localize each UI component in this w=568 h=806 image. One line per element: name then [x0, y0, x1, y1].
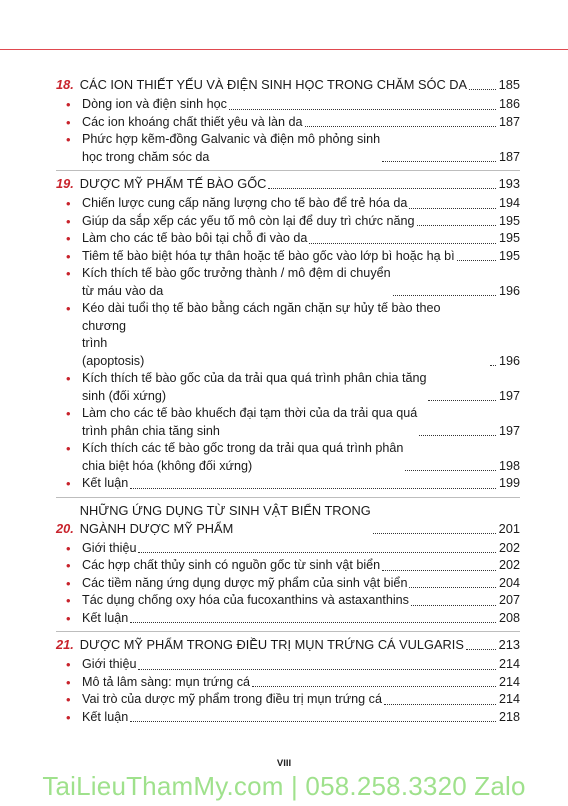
toc-entry-line: Giúp da sắp xếp các yếu tố mô còn lại để duy trì chức năng: [82, 213, 415, 228]
toc-entry[interactable]: [56, 96, 520, 114]
toc-entry-line: Giới thiệu: [82, 540, 137, 555]
toc-entry[interactable]: [56, 575, 520, 593]
bullet-icon: •: [66, 371, 71, 386]
bullet-icon: •: [66, 540, 71, 556]
toc-entry-body: [82, 96, 520, 114]
toc-page-number: 195: [498, 248, 520, 263]
bullet-icon: •: [66, 213, 71, 229]
toc-entry-body: [82, 440, 520, 475]
bullet-icon: •: [66, 301, 71, 316]
toc-entry[interactable]: [56, 213, 520, 231]
toc-entry[interactable]: [56, 114, 520, 132]
chapter-number: 20.: [56, 520, 74, 536]
toc-entry-title: [82, 691, 382, 709]
chapter-entry: [80, 636, 520, 654]
toc-entry[interactable]: [56, 300, 520, 370]
toc-entry-body: [82, 131, 520, 166]
dot-leader: [466, 649, 496, 650]
dot-leader: [405, 470, 496, 471]
toc-entry-body: [82, 592, 520, 610]
toc-entry[interactable]: [56, 610, 520, 628]
toc-entry-title: [82, 540, 136, 558]
toc-entry-title: [82, 131, 380, 166]
toc-entry[interactable]: [56, 557, 520, 575]
dot-leader: [419, 435, 496, 436]
dot-leader: [130, 622, 496, 623]
bullet-icon: •: [66, 692, 71, 707]
toc-entry[interactable]: [56, 370, 520, 405]
toc-entry-line: Tác dụng chống oxy hóa của fucoxanthins và astaxanthins: [82, 593, 409, 607]
header-rule: [0, 49, 568, 50]
toc-entry[interactable]: [56, 475, 520, 493]
toc-entry-title: [82, 709, 128, 727]
toc-entry[interactable]: [56, 540, 520, 558]
toc-entry-title: [82, 300, 488, 370]
toc-entry[interactable]: [56, 440, 520, 475]
toc-entry-body: [82, 656, 520, 674]
dot-leader: [428, 400, 496, 401]
toc-entry-line: Dòng ion và điện sinh học: [82, 97, 227, 111]
watermark-text: TaiLieuThamMy.com | 058.258.3320 Zalo: [42, 771, 526, 801]
bullet-icon: •: [66, 709, 71, 725]
toc-entry-title: [82, 230, 307, 248]
chapter-heading[interactable]: [56, 636, 520, 654]
dot-leader: [130, 488, 496, 489]
toc-entry-body: [82, 691, 520, 709]
chapter-heading[interactable]: [56, 175, 520, 193]
dot-leader: [409, 208, 496, 209]
toc-entry-line: Kích thích tế bào gốc trưởng thành / mô đệm di chuyển: [82, 266, 391, 280]
bullet-icon: •: [66, 575, 71, 591]
bullet-icon: •: [66, 674, 71, 690]
toc-entry[interactable]: [56, 691, 520, 709]
dot-leader: [229, 109, 496, 110]
chapter-page-number: 193: [498, 176, 520, 191]
chapter-number: 19.: [56, 176, 74, 191]
dot-leader: [393, 295, 496, 296]
chapter-number: 21.: [56, 637, 74, 652]
chapter-entry: [80, 502, 520, 538]
toc-page-number: 202: [498, 558, 520, 572]
toc-entry-line: Làm cho các tế bào bôi tại chỗ đi vào da: [82, 231, 308, 245]
chapter-title: CÁC ION THIẾT YẾU VÀ ĐIỆN SINH HỌC TRONG CHĂM SÓC DA: [79, 77, 468, 92]
toc-entry-body: [82, 575, 520, 593]
chapter-page-number: 213: [498, 637, 520, 652]
toc-entry-title: [82, 114, 303, 132]
toc-entry[interactable]: [56, 709, 520, 727]
toc-entry-title: [82, 610, 128, 628]
toc-entry-body: [82, 674, 520, 692]
chapter-section: [56, 497, 520, 628]
bullet-icon: •: [66, 132, 71, 147]
chapter-title-line: NGÀNH DƯỢC MỸ PHẨM: [79, 520, 234, 536]
toc-entry-body: [82, 114, 520, 132]
toc-entry-line: Kéo dài tuổi thọ tế bào bằng cách ngăn chặn sự hủy tế bào theo chương: [82, 301, 441, 333]
bullet-icon: •: [66, 248, 71, 264]
toc-entry-body: [82, 405, 520, 440]
dot-leader: [382, 161, 496, 162]
toc-entry-line: Kết luận: [82, 610, 129, 625]
bullet-icon: •: [66, 266, 71, 281]
toc-entry[interactable]: [56, 230, 520, 248]
toc-entry-line: Vai trò của dược mỹ phẩm trong điều trị mụn trứng cá: [82, 692, 382, 706]
toc-entry-line: Kích thích các tế bào gốc trong da trải qua quá trình phân: [82, 441, 404, 455]
chapter-title-line: NHỮNG ỨNG DỤNG TỪ SINH VẬT BIỂN TRONG: [79, 502, 371, 518]
toc-page-number: 187: [498, 149, 520, 164]
chapter-title: DƯỢC MỸ PHẨM TRONG ĐIỀU TRỊ MỤN TRỨNG CÁ VULGARIS: [79, 637, 464, 652]
toc-page-number: 198: [498, 458, 520, 473]
chapter-title: DƯỢC MỸ PHẨM TẾ BÀO GỐC: [79, 176, 267, 191]
chapter-page-number: 185: [498, 77, 520, 92]
toc-entry-title: [82, 475, 128, 493]
toc-page-number: 199: [498, 476, 520, 490]
toc-entry-line: Các ion khoáng chất thiết yêu và làn da: [82, 114, 303, 129]
toc-entry-line: Mô tả lâm sàng: mụn trứng cá: [82, 674, 251, 689]
toc-entry-title: [82, 370, 426, 405]
toc-page-number: 196: [498, 283, 520, 298]
toc-entry-body: [82, 540, 520, 558]
dot-leader: [130, 721, 496, 722]
dot-leader: [490, 365, 496, 366]
toc-entry-line: Phức hợp kẽm-đồng Galvanic và điện mô phỏng sinh: [82, 132, 381, 146]
toc-entry-body: [82, 195, 520, 213]
toc-entry-title: [82, 96, 227, 114]
chapter-number: 18.: [56, 77, 74, 92]
toc-entry-line: Tiêm tế bào biệt hóa tự thân hoặc tế bào gốc vào lớp bì hoặc hạ bì: [82, 248, 455, 263]
toc-entry-line: Giới thiệu: [82, 657, 137, 671]
toc-entry-line: Kết luận: [82, 709, 129, 724]
toc-entry-body: [82, 610, 520, 628]
dot-leader: [305, 126, 496, 127]
toc-entry-body: [82, 709, 520, 727]
table-of-contents: [56, 76, 520, 726]
toc-entry[interactable]: [56, 195, 520, 213]
toc-page-number: 197: [498, 423, 520, 438]
toc-page-number: 196: [498, 353, 520, 368]
bullet-icon: •: [66, 558, 71, 573]
toc-entry-title: [82, 405, 417, 440]
toc-page-number: 218: [498, 709, 520, 724]
page-numeral: VIII: [276, 758, 292, 769]
toc-entry-line: Các tiềm năng ứng dụng dược mỹ phẩm của sinh vật biển: [82, 575, 408, 590]
bullet-icon: •: [66, 657, 71, 672]
bullet-icon: •: [66, 593, 71, 608]
dot-leader: [309, 243, 496, 244]
toc-entry-body: [82, 213, 520, 231]
toc-entry-line: chia biệt hóa (không đối xứng): [82, 458, 253, 473]
toc-entry-line: (apoptosis): [82, 353, 145, 368]
dot-leader: [373, 533, 496, 534]
toc-entry-title: [82, 195, 407, 213]
toc-entry-title: [82, 592, 409, 610]
toc-page-number: 214: [498, 692, 520, 706]
dot-leader: [268, 188, 496, 189]
toc-page-number: 194: [498, 196, 520, 210]
bullet-icon: •: [66, 196, 71, 211]
toc-entry-title: [82, 248, 455, 266]
chapter-section: [56, 76, 520, 166]
dot-leader: [411, 605, 496, 606]
toc-page-number: 197: [498, 388, 520, 403]
toc-entry-body: [82, 230, 520, 248]
toc-entry[interactable]: [56, 592, 520, 610]
chapter-section: [56, 170, 520, 493]
dot-leader: [417, 225, 496, 226]
dot-leader: [469, 89, 496, 90]
dot-leader: [384, 704, 496, 705]
toc-page-number: 202: [498, 540, 520, 555]
toc-page-number: 214: [498, 657, 520, 671]
toc-page-number: 187: [498, 114, 520, 129]
toc-entry-line: sinh (đối xứng): [82, 388, 167, 403]
toc-entry-body: [82, 300, 520, 370]
toc-page-number: 204: [498, 575, 520, 590]
dot-leader: [457, 260, 496, 261]
dot-leader: [409, 587, 496, 588]
toc-entry-title: [82, 674, 250, 692]
toc-page-number: 195: [498, 231, 520, 245]
toc-entry-body: [82, 370, 520, 405]
toc-entry-title: [82, 575, 407, 593]
toc-entry[interactable]: [56, 265, 520, 300]
toc-page-number: 195: [498, 213, 520, 228]
chapter-heading[interactable]: [56, 76, 520, 94]
toc-entry-line: Kích thích tế bào gốc của da trải qua quá trình phân chia tăng: [82, 371, 427, 385]
toc-entry[interactable]: [56, 131, 520, 166]
bullet-icon: •: [66, 406, 71, 421]
dot-leader: [252, 686, 496, 687]
toc-entry-title: [82, 213, 415, 231]
toc-entry-body: [82, 248, 520, 266]
toc-page-number: 186: [498, 97, 520, 111]
toc-page-number: 214: [498, 674, 520, 689]
toc-entry[interactable]: [56, 656, 520, 674]
toc-entry-line: Làm cho các tế bào khuếch đại tạm thời của da trải qua quá: [82, 406, 418, 420]
chapter-entry: [80, 175, 520, 193]
toc-entry-title: [82, 557, 380, 575]
bullet-icon: •: [66, 97, 71, 112]
toc-entry-title: [82, 656, 136, 674]
chapter-heading[interactable]: [56, 502, 520, 538]
toc-entry[interactable]: [56, 405, 520, 440]
toc-entry-line: Chiến lược cung cấp năng lượng cho tế bào để trẻ hóa da: [82, 196, 408, 210]
dot-leader: [382, 570, 496, 571]
toc-entry-line: Các hợp chất thủy sinh có nguồn gốc từ sinh vật biển: [82, 558, 381, 572]
toc-entry-line: học trong chăm sóc da: [82, 149, 210, 164]
toc-entry-body: [82, 557, 520, 575]
toc-entry-line: trình phân chia tăng sinh: [82, 423, 220, 438]
dot-leader: [138, 552, 496, 553]
chapter-page-number: 201: [498, 520, 520, 536]
bullet-icon: •: [66, 231, 71, 246]
toc-entry-body: [82, 265, 520, 300]
chapter-entry: [80, 76, 520, 94]
bullet-icon: •: [66, 476, 71, 491]
chapter-section: [56, 631, 520, 726]
toc-entry[interactable]: [56, 248, 520, 266]
toc-entry-title: [82, 265, 391, 300]
toc-entry-body: [82, 475, 520, 493]
bullet-icon: •: [66, 610, 71, 626]
toc-entry-line: Kết luận: [82, 476, 129, 490]
toc-page-number: 207: [498, 593, 520, 607]
chapter-title: [80, 502, 371, 538]
toc-entry-title: [82, 440, 403, 475]
toc-entry-line: trình: [82, 336, 108, 350]
bullet-icon: •: [66, 441, 71, 456]
bullet-icon: •: [66, 114, 71, 130]
toc-entry-line: từ máu vào da: [82, 283, 164, 298]
toc-page-number: 208: [498, 610, 520, 625]
toc-entry[interactable]: [56, 674, 520, 692]
dot-leader: [138, 669, 496, 670]
